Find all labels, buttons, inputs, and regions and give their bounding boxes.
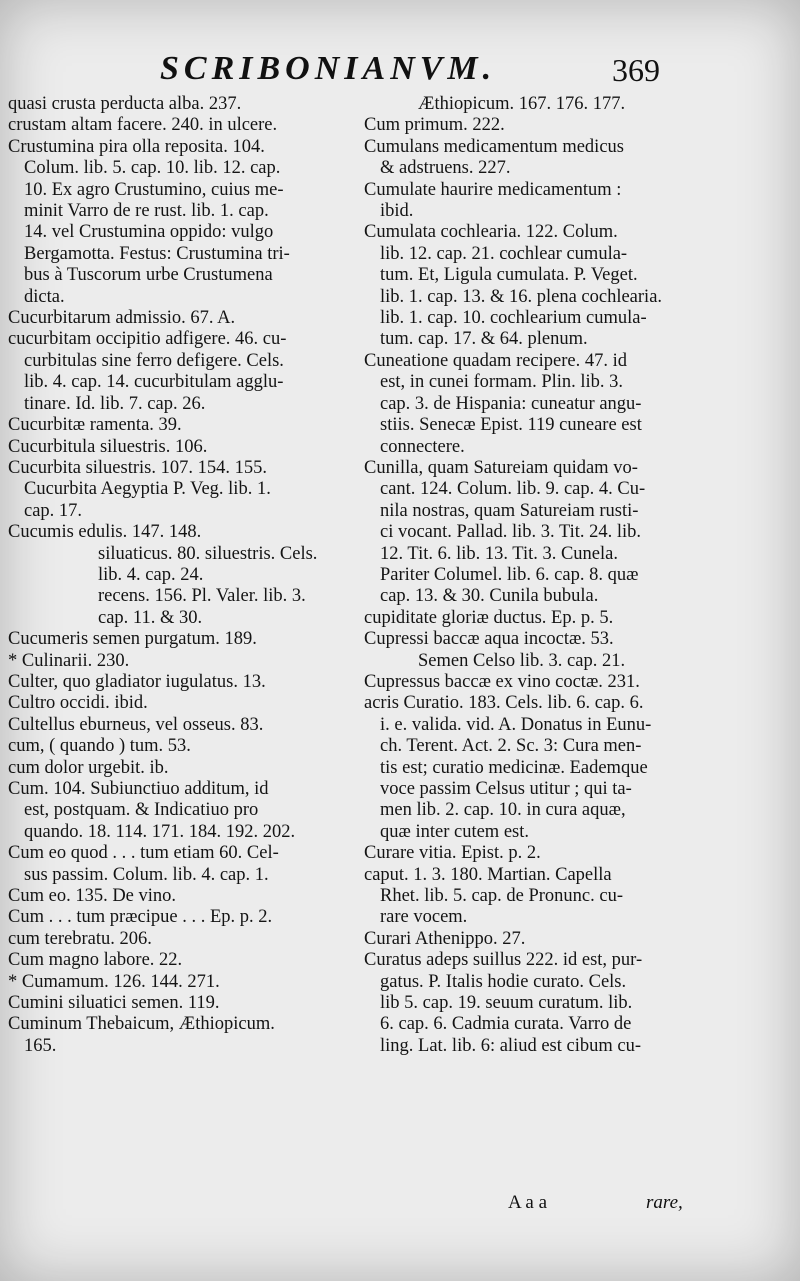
index-entry-line: Bergamotta. Festus: Crustumina tri- (24, 243, 290, 264)
index-entry (8, 1014, 353, 1057)
index-entry (364, 651, 712, 672)
index-entry (364, 950, 712, 1057)
index-entry (8, 907, 353, 928)
index-entry (364, 843, 712, 864)
index-entry (8, 651, 353, 672)
index-entry-line: rare vocem. (380, 907, 468, 928)
index-entry-line: Colum. lib. 5. cap. 10. lib. 12. cap. (24, 158, 281, 179)
index-entry (8, 929, 353, 950)
index-entry-line: Cum magno labore. 22. (8, 950, 183, 971)
index-entry-line: Cupressus baccæ ex vino coctæ. 231. (364, 671, 640, 692)
index-entry-line: cap. 3. de Hispania: cuneatur angu- (380, 393, 642, 414)
index-entry-line: cum terebratu. 206. (8, 928, 152, 949)
index-entry-line: lib. 1. cap. 13. & 16. plena cochlearia. (380, 286, 663, 307)
index-entry-line: * Culinarii. 230. (8, 650, 130, 671)
index-entry-line: Cum eo quod . . . tum etiam 60. Cel- (8, 843, 279, 864)
index-entry (8, 843, 353, 886)
index-entry (364, 629, 712, 650)
index-entry-line: tum. cap. 17. & 64. plenum. (380, 329, 588, 350)
index-entry (8, 437, 353, 458)
index-entry (8, 672, 353, 693)
catchword: rare, (646, 1192, 683, 1213)
index-entry-line: lib. 4. cap. 14. cucurbitulam agglu- (24, 372, 284, 393)
index-entry (8, 779, 353, 843)
index-entry (8, 693, 353, 714)
index-entry (8, 329, 353, 415)
index-entry (8, 715, 353, 736)
index-entry-line: cap. 13. & 30. Cunila bubula. (380, 586, 599, 607)
index-entry-line: quando. 18. 114. 171. 184. 192. 202. (24, 821, 296, 842)
index-entry-line: Cucurbitarum admissio. 67. A. (8, 308, 236, 329)
index-entry-line: lib. 12. cap. 21. cochlear cumula- (380, 243, 628, 264)
index-entry (8, 886, 353, 907)
index-entry (364, 180, 712, 223)
index-column-left (8, 94, 353, 1057)
index-entry-line: cap. 17. (24, 500, 83, 521)
index-entry-line: dicta. (24, 286, 65, 307)
index-entry-line: quasi crusta perducta alba. 237. (8, 94, 242, 114)
index-entry-line: caput. 1. 3. 180. Martian. Capella (364, 864, 612, 885)
index-entry-line: tinare. Id. lib. 7. cap. 26. (24, 393, 206, 414)
index-entry-line: Cumini siluatici semen. 119. (8, 993, 220, 1014)
index-entry-line: Cum eo. 135. De vino. (8, 886, 177, 907)
index-entry-line: ibid. (380, 201, 414, 222)
index-entry-line: crustam altam facere. 240. in ulcere. (8, 115, 278, 136)
index-entry-line: Cucurbita Aegyptia P. Veg. lib. 1. (24, 479, 271, 500)
index-entry (364, 222, 712, 350)
index-entry (364, 693, 712, 843)
index-entry-line: nila nostras, quam Satureiam rusti- (380, 500, 639, 521)
index-entry-line: men lib. 2. cap. 10. in cura aquæ, (380, 800, 626, 821)
index-entry (8, 415, 353, 436)
index-entry-line: Cucurbitula siluestris. 106. (8, 436, 208, 457)
index-entry-line: Curare vitia. Epist. p. 2. (364, 843, 541, 864)
running-title: SCRIBONIANVM. (160, 50, 497, 87)
page-header (0, 50, 800, 94)
index-entry-line: cant. 124. Colum. lib. 9. cap. 4. Cu- (380, 479, 646, 500)
index-entry (8, 736, 353, 757)
index-entry-line: Cultellus eburneus, vel osseus. 83. (8, 714, 264, 735)
index-entry-line: cum dolor urgebit. ib. (8, 757, 169, 778)
index-entry-line: 165. (24, 1035, 57, 1056)
index-entry (8, 115, 353, 136)
index-entry-line: Cunilla, quam Satureiam quidam vo- (364, 457, 638, 478)
page-number: 369 (612, 52, 660, 88)
index-entry-line: cupiditate gloriæ ductus. Ep. p. 5. (364, 607, 614, 628)
index-entry (8, 586, 353, 629)
index-entry-line: Pariter Columel. lib. 6. cap. 8. quæ (380, 564, 639, 585)
index-entry-line: Rhet. lib. 5. cap. de Pronunc. cu- (380, 886, 624, 907)
index-entry-line: Cucurbita siluestris. 107. 154. 155. (8, 457, 267, 478)
index-entry (8, 137, 353, 308)
index-entry-line: Cumulata cochlearia. 122. Colum. (364, 222, 618, 243)
index-entry (364, 865, 712, 929)
index-column-right (364, 94, 712, 1057)
index-entry-line: voce passim Celsus utitur ; qui ta- (380, 779, 632, 799)
index-entry-line: i. e. valida. vid. A. Donatus in Eunu- (380, 714, 652, 735)
index-entry-line: cum, ( quando ) tum. 53. (8, 736, 191, 757)
index-entry-line: & adstruens. 227. (380, 158, 511, 179)
index-entry-line: tum. Et, Ligula cumulata. P. Veget. (380, 265, 638, 286)
index-entry-line: Cum . . . tum præcipue . . . Ep. p. 2. (8, 907, 273, 928)
index-entry (364, 672, 712, 693)
index-entry-line: 6. cap. 6. Cadmia curata. Varro de (380, 1014, 632, 1035)
index-entry-line: Crustumina pira olla reposita. 104. (8, 136, 265, 157)
index-entry-line: Cumulate haurire medicamentum : (364, 179, 622, 200)
index-entry (8, 972, 353, 993)
index-entry-line: bus à Tuscorum urbe Crustumena (24, 265, 273, 286)
index-entry (364, 929, 712, 950)
index-entry-line: Semen Celso lib. 3. cap. 21. (418, 650, 626, 671)
index-entry (8, 522, 353, 543)
index-entry-line: acris Curatio. 183. Cels. lib. 6. cap. 6. (364, 693, 644, 714)
index-entry-line: Cuneatione quadam recipere. 47. id (364, 350, 628, 371)
index-entry-line: ling. Lat. lib. 6: aliud est cibum cu- (380, 1035, 642, 1056)
index-entry (8, 308, 353, 329)
index-entry-line: siluaticus. 80. siluestris. Cels. (98, 543, 318, 564)
index-entry-line: est, in cunei formam. Plin. lib. 3. (380, 372, 624, 393)
index-entry-line: Curatus adeps suillus 222. id est, pur- (364, 950, 643, 971)
index-entry-line: 10. Ex agro Crustumino, cuius me- (24, 179, 284, 200)
index-entry-line: lib. 4. cap. 24. (98, 564, 204, 585)
index-entry (8, 950, 353, 971)
index-entry-line: Cucurbitæ ramenta. 39. (8, 415, 182, 436)
index-entry-line: Curari Athenippo. 27. (364, 928, 526, 949)
index-entry (364, 608, 712, 629)
index-entry-line: cucurbitam occipitio adfigere. 46. cu- (8, 329, 287, 350)
index-entry-line: Cum primum. 222. (364, 115, 505, 136)
index-entry-line: Cum. 104. Subiunctiuo additum, id (8, 779, 269, 799)
index-entry-line: Cuminum Thebaicum, Æthiopicum. (8, 1014, 275, 1035)
index-entry-line: Cucumeris semen purgatum. 189. (8, 629, 257, 650)
index-entry (364, 94, 712, 115)
index-entry (364, 115, 712, 136)
index-entry-line: ci vocant. Pallad. lib. 3. Tit. 24. lib. (380, 522, 642, 543)
index-entry (364, 351, 712, 458)
index-entry-line: 14. vel Crustumina oppido: vulgo (24, 222, 274, 243)
index-entry-line: Cumulans medicamentum medicus (364, 136, 624, 157)
index-entry (8, 993, 353, 1014)
index-entry-line: recens. 156. Pl. Valer. lib. 3. (98, 586, 306, 607)
index-entry-line: Cultro occidi. ibid. (8, 693, 148, 714)
index-entry (8, 94, 353, 115)
index-entry-line: * Cumamum. 126. 144. 271. (8, 971, 220, 992)
index-entry-line: curbitulas sine ferro defigere. Cels. (24, 350, 284, 371)
index-entry-line: sus passim. Colum. lib. 4. cap. 1. (24, 864, 269, 885)
index-entry-line: est, postquam. & Indicatiuo pro (24, 800, 259, 821)
index-entry-line: 12. Tit. 6. lib. 13. Tit. 3. Cunela. (380, 543, 618, 564)
index-entry (8, 544, 353, 587)
index-entry-line: Cupressi baccæ aqua incoctæ. 53. (364, 629, 614, 650)
index-entry (364, 137, 712, 180)
index-entry-line: cap. 11. & 30. (98, 607, 203, 628)
index-entry-line: quæ inter cutem est. (380, 821, 529, 842)
signature-mark: A a a (508, 1192, 548, 1213)
index-entry (8, 758, 353, 779)
index-entry-line: lib 5. cap. 19. seuum curatum. lib. (380, 993, 633, 1014)
index-entry (364, 458, 712, 608)
index-entry (8, 458, 353, 522)
index-entry-line: lib. 1. cap. 10. cochlearium cumula- (380, 308, 647, 329)
page-footer (0, 1192, 800, 1222)
index-entry-line: Culter, quo gladiator iugulatus. 13. (8, 671, 266, 692)
index-entry-line: connectere. (380, 436, 465, 457)
index-entry-line: gatus. P. Italis hodie curato. Cels. (380, 971, 627, 992)
index-entry-line: stiis. Senecæ Epist. 119 cuneare est (380, 415, 642, 436)
index-entry (8, 629, 353, 650)
index-entry-line: ch. Terent. Act. 2. Sc. 3: Cura men- (380, 736, 642, 757)
index-entry-line: Æthiopicum. 167. 176. 177. (418, 94, 626, 114)
index-entry-line: Cucumis edulis. 147. 148. (8, 522, 202, 543)
index-entry-line: tis est; curatio medicinæ. Eademque (380, 757, 648, 778)
index-entry-line: minit Varro de re rust. lib. 1. cap. (24, 201, 269, 222)
